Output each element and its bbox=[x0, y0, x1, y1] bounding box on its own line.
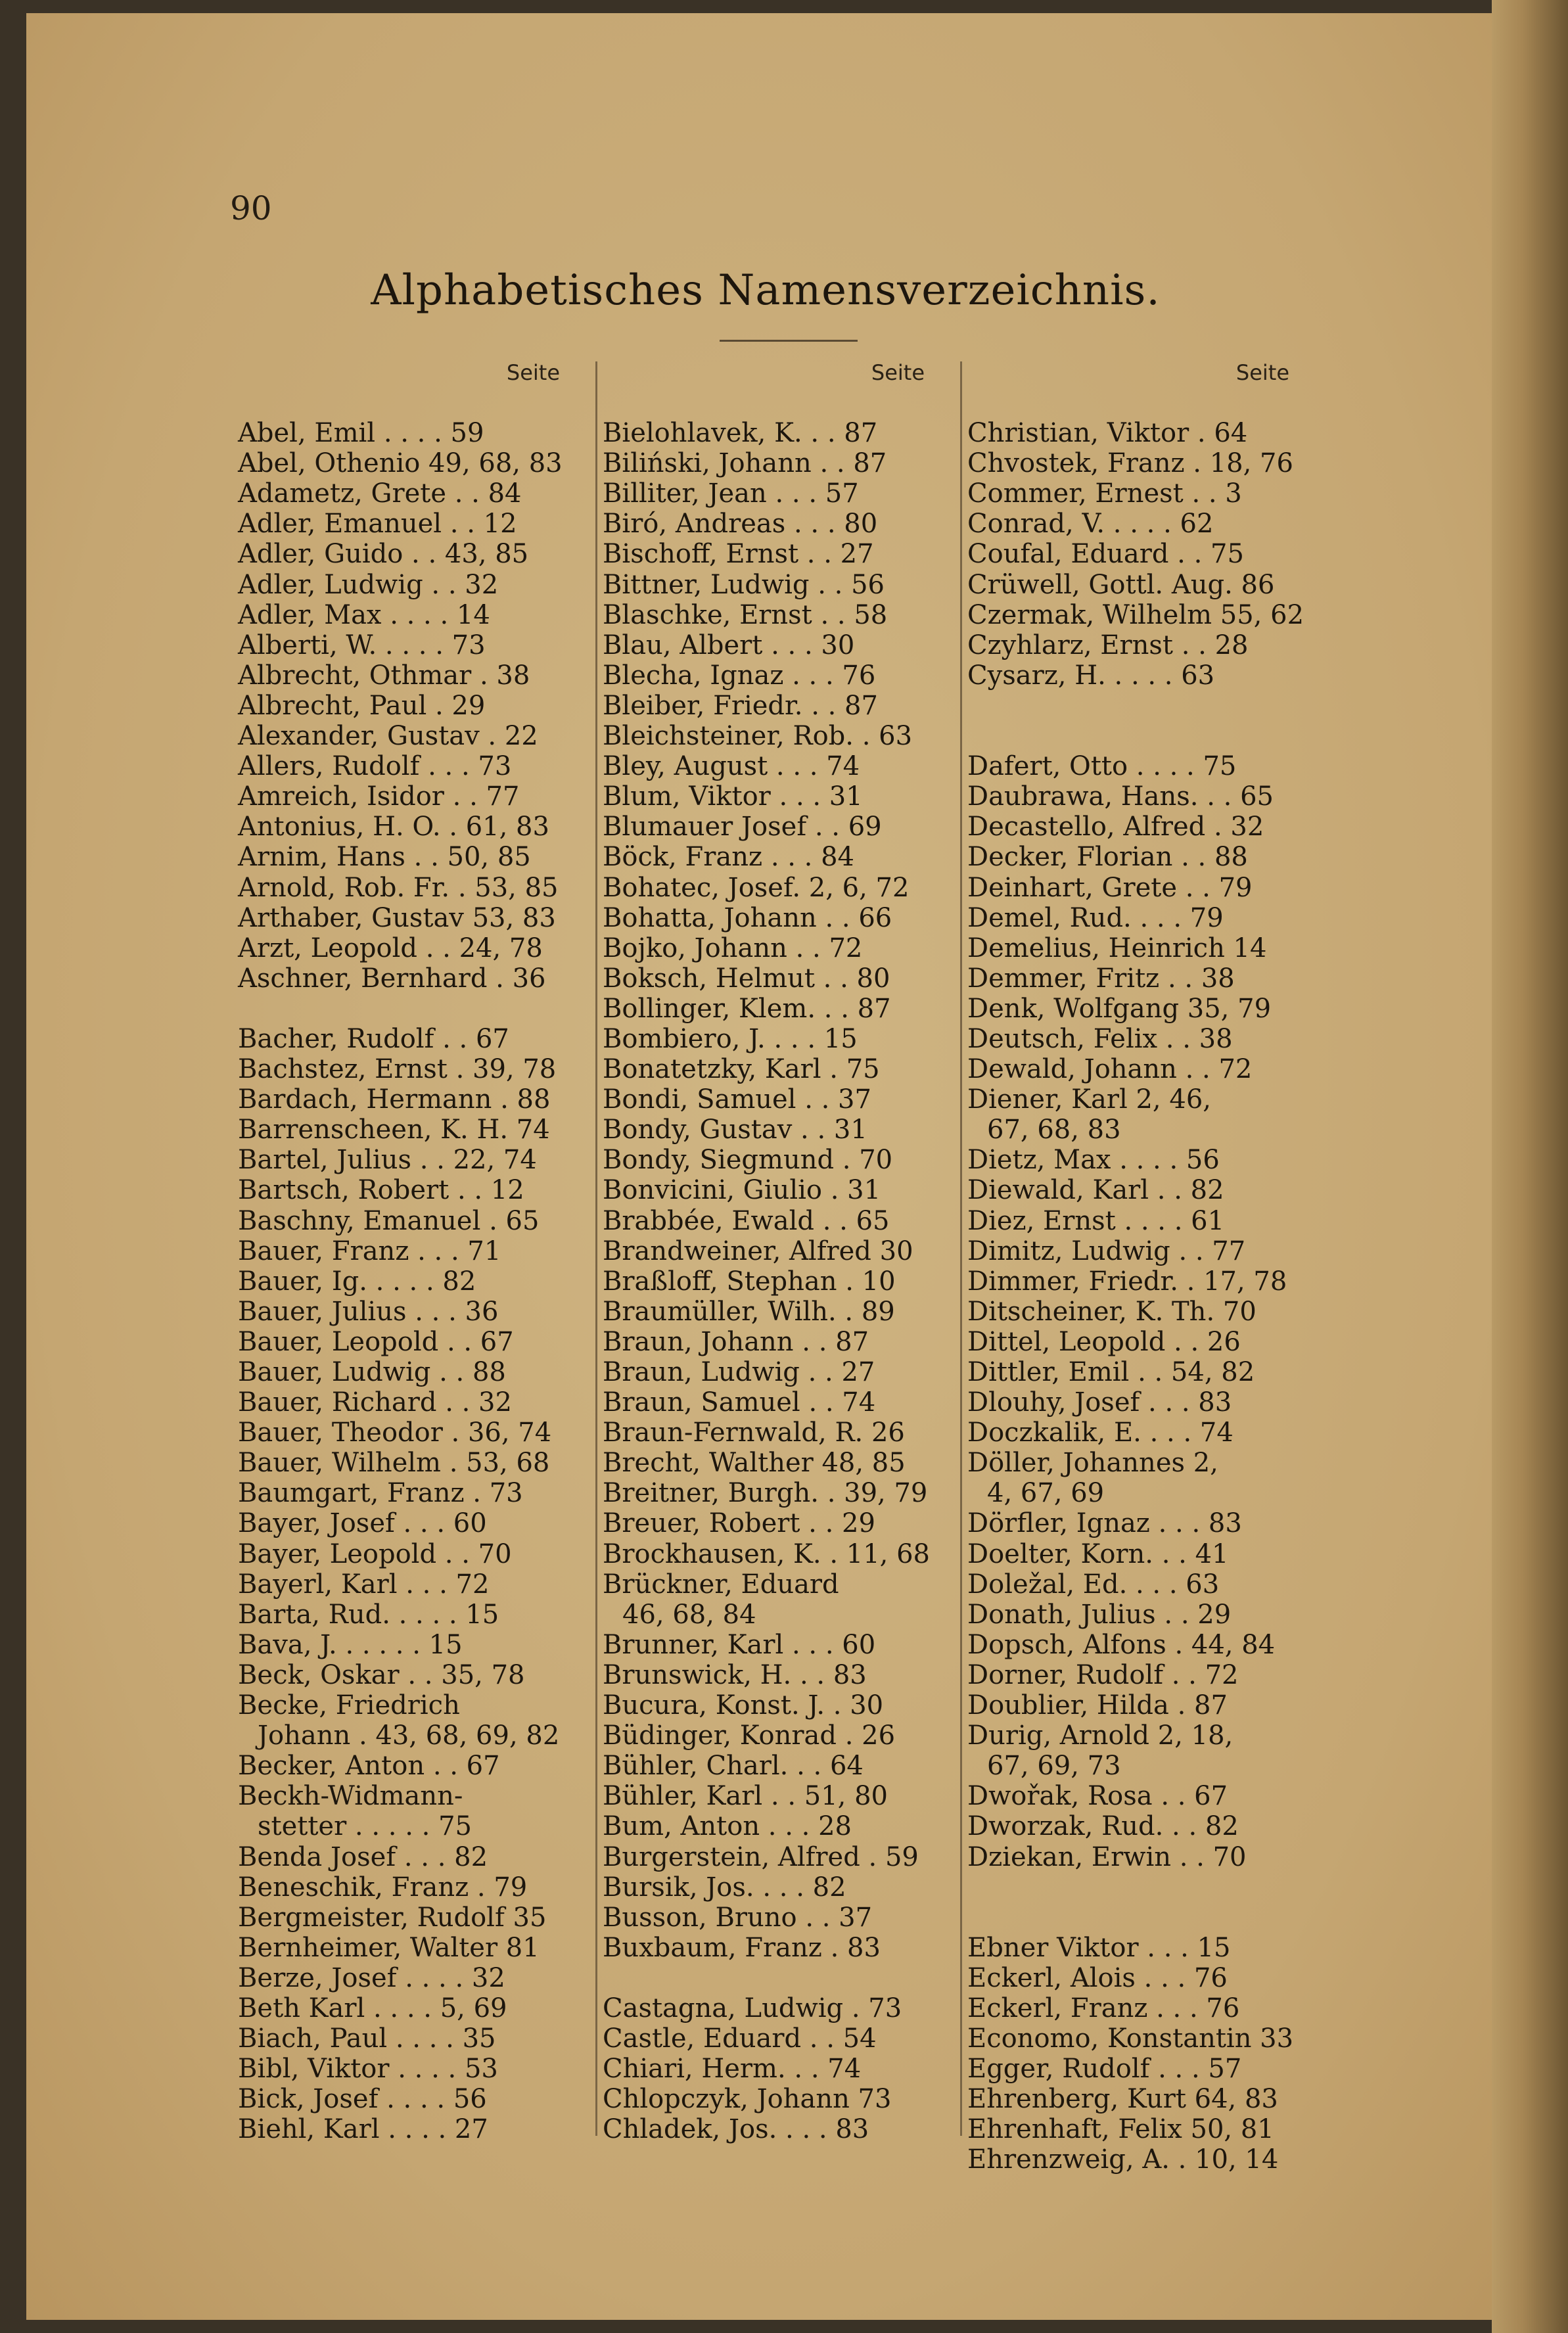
index-entry: Dewald, Johann . . 72 bbox=[967, 1054, 1253, 1085]
index-entry: Durig, Arnold 2, 18, bbox=[967, 1721, 1234, 1751]
index-entry: Bondy, Siegmund . 70 bbox=[603, 1145, 893, 1176]
index-entry: Bucura, Konst. J. . 30 bbox=[603, 1690, 884, 1721]
index-entry: 67, 68, 83 bbox=[987, 1115, 1121, 1145]
entry-spacer bbox=[238, 388, 566, 418]
index-entry: Aschner, Bernhard . 36 bbox=[238, 963, 546, 994]
index-entry: Dörfler, Ignaz . . . 83 bbox=[967, 1508, 1242, 1539]
index-entry: Breuer, Robert . . 29 bbox=[603, 1508, 875, 1539]
index-entry: Bauer, Richard . . 32 bbox=[238, 1387, 512, 1418]
index-entry: Bayer, Leopold . . 70 bbox=[238, 1538, 512, 1569]
page-number: 90 bbox=[230, 189, 272, 227]
index-entry: Demmer, Fritz . . 38 bbox=[967, 963, 1235, 994]
index-entry: Bardach, Hermann . 88 bbox=[238, 1084, 551, 1115]
index-entry: Bondi, Samuel . . 37 bbox=[603, 1084, 871, 1115]
index-entry: Bauer, Leopold . . 67 bbox=[238, 1326, 514, 1357]
index-entry: Brückner, Eduard bbox=[603, 1569, 839, 1600]
index-entry: Bergmeister, Rudolf 35 bbox=[238, 1902, 547, 1933]
index-entry: Alexander, Gustav . 22 bbox=[238, 721, 538, 752]
index-entry: Bielohlavek, K. . . 87 bbox=[603, 418, 878, 449]
index-entry: Castle, Eduard . . 54 bbox=[603, 2023, 877, 2054]
index-entry: Biró, Andreas . . . 80 bbox=[603, 509, 878, 540]
index-entry: Alberti, W. . . . . 73 bbox=[238, 630, 486, 660]
index-entry: Ehrenberg, Kurt 64, 83 bbox=[967, 2084, 1278, 2115]
index-entry: Bühler, Charl. . . 64 bbox=[603, 1751, 864, 1782]
index-entry: Bacher, Rudolf . . 67 bbox=[238, 1023, 509, 1054]
index-entry: Decker, Florian . . 88 bbox=[967, 842, 1248, 873]
index-entry: Diewald, Karl . . 82 bbox=[967, 1175, 1224, 1206]
index-column-3 bbox=[967, 358, 1304, 2175]
index-entry: Bernheimer, Walter 81 bbox=[238, 1932, 540, 1963]
index-entry: Bum, Anton . . . 28 bbox=[603, 1811, 852, 1842]
page-title: Alphabetisches Namensverzeichnis. bbox=[371, 266, 1161, 315]
index-entry: Braun, Ludwig . . 27 bbox=[603, 1357, 875, 1387]
column-divider-2 bbox=[960, 361, 962, 2136]
index-entry: Braumüller, Wilh. . 89 bbox=[603, 1296, 895, 1327]
index-entry: Benda Josef . . . 82 bbox=[238, 1841, 488, 1872]
index-entry: Brabbée, Ewald . . 65 bbox=[603, 1205, 890, 1236]
index-entry: Bartsch, Robert . . 12 bbox=[238, 1175, 524, 1206]
column-header: Seite bbox=[1235, 360, 1289, 385]
index-entry: Blaschke, Ernst . . 58 bbox=[603, 599, 888, 630]
index-entry: Abel, Othenio 49, 68, 83 bbox=[238, 448, 563, 479]
index-entry: Brandweiner, Alfred 30 bbox=[603, 1236, 913, 1266]
index-entry: Dziekan, Erwin . . 70 bbox=[967, 1841, 1247, 1872]
entry-spacer bbox=[967, 1872, 1296, 1903]
index-entry: Denk, Wolfgang 35, 79 bbox=[967, 993, 1272, 1024]
index-entry: Bauer, Theodor . 36, 74 bbox=[238, 1418, 552, 1448]
index-entry: Blumauer Josef . . 69 bbox=[603, 812, 882, 843]
index-entry: Barrenscheen, K. H. 74 bbox=[238, 1115, 550, 1145]
index-entry: Beck, Oskar . . 35, 78 bbox=[238, 1659, 525, 1690]
index-entry: Doelter, Korn. . . 41 bbox=[967, 1538, 1229, 1569]
index-entry: Bauer, Franz . . . 71 bbox=[238, 1236, 501, 1266]
index-entry: Bleichsteiner, Rob. . 63 bbox=[603, 721, 913, 752]
index-entry: Coufal, Eduard . . 75 bbox=[967, 539, 1244, 570]
index-entry: Breitner, Burgh. . 39, 79 bbox=[603, 1478, 928, 1509]
index-entry: Antonius, H. O. . 61, 83 bbox=[238, 812, 549, 843]
index-entry: Dworzak, Rud. . . 82 bbox=[967, 1811, 1239, 1842]
index-entry: Doležal, Ed. . . . 63 bbox=[967, 1569, 1220, 1600]
index-entry: Dimmer, Friedr. . 17, 78 bbox=[967, 1266, 1287, 1297]
index-entry: Bayerl, Karl . . . 72 bbox=[238, 1569, 490, 1600]
index-entry: Busson, Bruno . . 37 bbox=[603, 1902, 873, 1933]
index-entry: Amreich, Isidor . . 77 bbox=[238, 781, 520, 812]
index-entry: Dopsch, Alfons . 44, 84 bbox=[967, 1629, 1276, 1660]
index-entry: Baumgart, Franz . 73 bbox=[238, 1478, 523, 1509]
index-column-2 bbox=[603, 358, 931, 2144]
index-entry: Barta, Rud. . . . . 15 bbox=[238, 1599, 499, 1630]
index-entry: Dietz, Max . . . . 56 bbox=[967, 1145, 1220, 1176]
index-entry: Dlouhy, Josef . . . 83 bbox=[967, 1387, 1232, 1418]
index-entry: Adler, Guido . . 43, 85 bbox=[238, 539, 529, 570]
entry-spacer bbox=[967, 721, 1296, 751]
index-entry: Donath, Julius . . 29 bbox=[967, 1599, 1232, 1630]
index-entry: Albrecht, Othmar . 38 bbox=[238, 660, 530, 691]
index-entry: Bonvicini, Giulio . 31 bbox=[603, 1175, 881, 1206]
index-entry: Crüwell, Gottl. Aug. 86 bbox=[967, 569, 1275, 600]
index-entry: Berze, Josef . . . . 32 bbox=[238, 1962, 505, 1993]
entry-spacer bbox=[603, 1963, 931, 1993]
index-entry: Dimitz, Ludwig . . 77 bbox=[967, 1236, 1246, 1266]
index-entry: Blum, Viktor . . . 31 bbox=[603, 781, 863, 812]
index-entry: Bick, Josef . . . . 56 bbox=[238, 2084, 487, 2115]
index-entry: Czyhlarz, Ernst . . 28 bbox=[967, 630, 1249, 660]
index-entry: Dittel, Leopold . . 26 bbox=[967, 1326, 1241, 1357]
index-entry: Braun, Samuel . . 74 bbox=[603, 1387, 876, 1418]
index-entry: Chladek, Jos. . . . 83 bbox=[603, 2114, 869, 2145]
index-entry: Deutsch, Felix . . 38 bbox=[967, 1023, 1233, 1054]
index-entry: Commer, Ernest . . 3 bbox=[967, 478, 1242, 509]
index-entry: Bava, J. . . . . . 15 bbox=[238, 1629, 463, 1660]
index-entry: Chlopczyk, Johann 73 bbox=[603, 2084, 892, 2115]
index-entry: Eckerl, Alois . . . 76 bbox=[967, 1962, 1228, 1993]
index-entry: Bayer, Josef . . . 60 bbox=[238, 1508, 487, 1539]
index-entry: Becke, Friedrich bbox=[238, 1690, 460, 1721]
index-entry: Bonatetzky, Karl . 75 bbox=[603, 1054, 880, 1085]
index-entry: Brunner, Karl . . . 60 bbox=[603, 1629, 876, 1660]
index-entry: Bollinger, Klem. . . 87 bbox=[603, 993, 891, 1024]
index-entry: Arthaber, Gustav 53, 83 bbox=[238, 902, 556, 933]
entry-spacer bbox=[238, 994, 566, 1024]
document-page bbox=[26, 13, 1505, 2320]
index-entry: Biliński, Johann . . 87 bbox=[603, 448, 887, 479]
index-entry: Beth Karl . . . . 5, 69 bbox=[238, 1993, 507, 2023]
index-entry: Arnold, Rob. Fr. . 53, 85 bbox=[238, 872, 559, 903]
index-entry: 4, 67, 69 bbox=[987, 1478, 1105, 1509]
index-entry: Diez, Ernst . . . . 61 bbox=[967, 1205, 1225, 1236]
index-entry: Braun, Johann . . 87 bbox=[603, 1326, 869, 1357]
index-entry: Büdinger, Konrad . 26 bbox=[603, 1721, 896, 1751]
index-entry: Brecht, Walther 48, 85 bbox=[603, 1448, 906, 1479]
entry-spacer bbox=[603, 388, 931, 418]
index-entry: Beckh-Widmann- bbox=[238, 1781, 463, 1812]
index-entry: Conrad, V. . . . . 62 bbox=[967, 509, 1214, 540]
index-entry: Biach, Paul . . . . 35 bbox=[238, 2023, 496, 2054]
index-entry: Dafert, Otto . . . . 75 bbox=[967, 751, 1237, 782]
index-entry: Bohatta, Johann . . 66 bbox=[603, 902, 892, 933]
index-entry: Adler, Emanuel . . 12 bbox=[238, 509, 517, 540]
index-entry: Daubrawa, Hans. . . 65 bbox=[967, 781, 1274, 812]
index-entry: Diener, Karl 2, 46, bbox=[967, 1084, 1211, 1115]
entry-spacer bbox=[967, 388, 1296, 418]
index-entry: Egger, Rudolf . . . 57 bbox=[967, 2054, 1242, 2085]
index-entry: Bittner, Ludwig . . 56 bbox=[603, 569, 885, 600]
index-entry: Billiter, Jean . . . 57 bbox=[603, 478, 859, 509]
index-entry: Albrecht, Paul . 29 bbox=[238, 690, 486, 721]
index-entry: Ditscheiner, K. Th. 70 bbox=[967, 1296, 1257, 1327]
index-entry: Burgerstein, Alfred . 59 bbox=[603, 1841, 919, 1872]
index-entry: Bauer, Ig. . . . . 82 bbox=[238, 1266, 476, 1297]
index-entry: Bischoff, Ernst . . 27 bbox=[603, 539, 874, 570]
index-entry: Abel, Emil . . . . 59 bbox=[238, 418, 484, 449]
index-column-1 bbox=[238, 358, 566, 2144]
index-entry: Ehrenzweig, A. . 10, 14 bbox=[967, 2144, 1279, 2175]
index-entry: Bohatec, Josef. 2, 6, 72 bbox=[603, 872, 910, 903]
index-entry: Braßloff, Stephan . 10 bbox=[603, 1266, 896, 1297]
index-entry: Cysarz, H. . . . . 63 bbox=[967, 660, 1215, 691]
column-header: Seite bbox=[871, 360, 925, 385]
index-entry: Doublier, Hilda . 87 bbox=[967, 1690, 1228, 1721]
book-spine bbox=[1492, 0, 1568, 2333]
index-entry: Bühler, Karl . . 51, 80 bbox=[603, 1781, 888, 1812]
index-entry: 67, 69, 73 bbox=[987, 1751, 1121, 1782]
index-entry: Becker, Anton . . 67 bbox=[238, 1751, 500, 1782]
index-entry: Bursik, Jos. . . . 82 bbox=[603, 1872, 846, 1903]
index-entry: Johann . 43, 68, 69, 82 bbox=[258, 1721, 560, 1751]
index-entry: Dorner, Rudolf . . 72 bbox=[967, 1659, 1239, 1690]
index-entry: Deinhart, Grete . . 79 bbox=[967, 872, 1253, 903]
entry-spacer bbox=[967, 1903, 1296, 1933]
index-entry: Arzt, Leopold . . 24, 78 bbox=[238, 933, 543, 963]
index-entry: Decastello, Alfred . 32 bbox=[967, 812, 1264, 843]
index-entry: Chiari, Herm. . . 74 bbox=[603, 2054, 862, 2085]
index-entry: Beneschik, Franz . 79 bbox=[238, 1872, 528, 1903]
column-header: Seite bbox=[506, 360, 560, 385]
index-entry: Chvostek, Franz . 18, 76 bbox=[967, 448, 1293, 479]
index-entry: Brunswick, H. . . 83 bbox=[603, 1659, 867, 1690]
index-entry: Czermak, Wilhelm 55, 62 bbox=[967, 599, 1304, 630]
index-entry: Ehrenhaft, Felix 50, 81 bbox=[967, 2114, 1274, 2145]
index-entry: Bartel, Julius . . 22, 74 bbox=[238, 1145, 537, 1176]
index-entry: Castagna, Ludwig . 73 bbox=[603, 1993, 902, 2023]
index-entry: Dwořak, Rosa . . 67 bbox=[967, 1781, 1228, 1812]
index-entry: Blecha, Ignaz . . . 76 bbox=[603, 660, 876, 691]
index-entry: Bondy, Gustav . . 31 bbox=[603, 1115, 867, 1145]
index-entry: stetter . . . . . 75 bbox=[258, 1811, 472, 1842]
index-entry: Bachstez, Ernst . 39, 78 bbox=[238, 1054, 557, 1085]
index-entry: Eckerl, Franz . . . 76 bbox=[967, 1993, 1240, 2023]
index-entry: Döller, Johannes 2, bbox=[967, 1448, 1218, 1479]
index-entry: Braun-Fernwald, R. 26 bbox=[603, 1418, 905, 1448]
index-entry: Bauer, Ludwig . . 88 bbox=[238, 1357, 506, 1387]
index-entry: Böck, Franz . . . 84 bbox=[603, 842, 855, 873]
index-entry: Christian, Viktor . 64 bbox=[967, 418, 1248, 449]
index-entry: Adametz, Grete . . 84 bbox=[238, 478, 522, 509]
index-entry: Demel, Rud. . . . 79 bbox=[967, 902, 1224, 933]
index-entry: Dittler, Emil . . 54, 82 bbox=[967, 1357, 1255, 1387]
index-entry: Bojko, Johann . . 72 bbox=[603, 933, 863, 963]
index-entry: Ebner Viktor . . . 15 bbox=[967, 1932, 1231, 1963]
index-entry: Economo, Konstantin 33 bbox=[967, 2023, 1294, 2054]
index-entry: Bauer, Wilhelm . 53, 68 bbox=[238, 1448, 550, 1479]
index-entry: Brockhausen, K. . 11, 68 bbox=[603, 1538, 930, 1569]
index-entry: 46, 68, 84 bbox=[622, 1599, 756, 1630]
index-entry: Bley, August . . . 74 bbox=[603, 751, 860, 782]
index-entry: Biehl, Karl . . . . 27 bbox=[238, 2114, 488, 2145]
index-entry: Bleiber, Friedr. . . 87 bbox=[603, 690, 878, 721]
entry-spacer bbox=[967, 691, 1296, 721]
index-entry: Blau, Albert . . . 30 bbox=[603, 630, 855, 660]
index-entry: Arnim, Hans . . 50, 85 bbox=[238, 842, 531, 873]
index-entry: Bauer, Julius . . . 36 bbox=[238, 1296, 499, 1327]
index-entry: Bibl, Viktor . . . . 53 bbox=[238, 2054, 498, 2085]
index-entry: Boksch, Helmut . . 80 bbox=[603, 963, 890, 994]
index-entry: Allers, Rudolf . . . 73 bbox=[238, 751, 512, 782]
index-entry: Bombiero, J. . . . 15 bbox=[603, 1023, 858, 1054]
index-entry: Baschny, Emanuel . 65 bbox=[238, 1205, 540, 1236]
title-rule bbox=[720, 340, 858, 342]
index-entry: Demelius, Heinrich 14 bbox=[967, 933, 1267, 963]
column-divider-1 bbox=[595, 361, 597, 2136]
index-entry: Doczkalik, E. . . . 74 bbox=[967, 1418, 1234, 1448]
index-entry: Adler, Ludwig . . 32 bbox=[238, 569, 499, 600]
index-entry: Adler, Max . . . . 14 bbox=[238, 599, 490, 630]
index-entry: Buxbaum, Franz . 83 bbox=[603, 1932, 881, 1963]
